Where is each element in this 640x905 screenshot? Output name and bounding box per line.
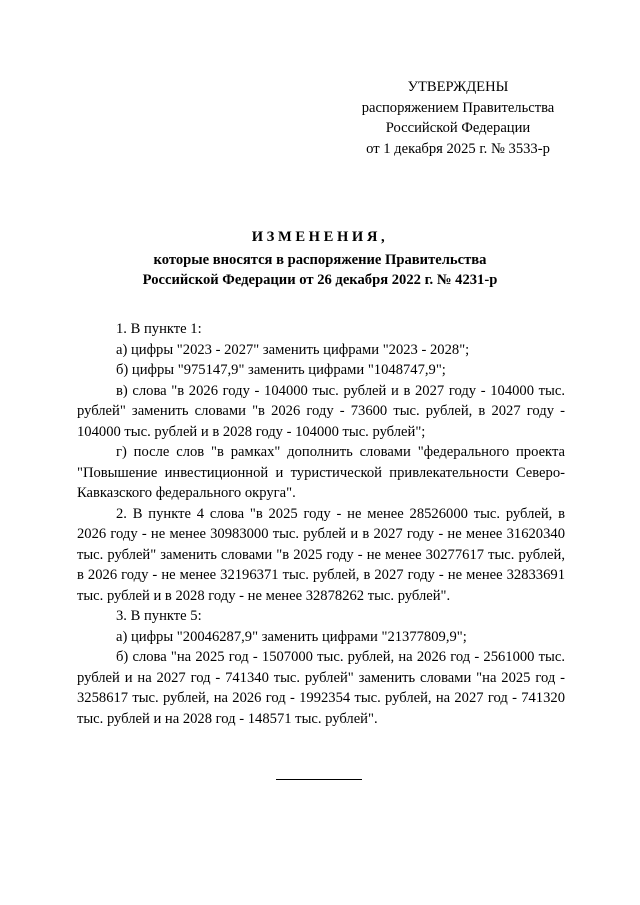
paragraph-item-1: 1. В пункте 1: xyxy=(116,321,202,337)
title-heading: ИЗМЕНЕНИЯ, xyxy=(251,229,389,245)
paragraph-item-1g: г) после слов "в рамках" дополнить словами "федерального проекта "Повышение инвестиционной и туристической привлекательности Северо-Кавказского федерального округа". xyxy=(77,444,565,501)
paragraph-item-3: 3. В пункте 5: xyxy=(116,608,202,624)
paragraph-item-3a: а) цифры "20046287,9" заменить цифрами "21377809,9"; xyxy=(116,628,467,645)
paragraph-item-1b: б) цифры "975147,9" заменить цифрами "1048747,9"; xyxy=(116,362,446,378)
end-divider xyxy=(276,779,362,780)
title-subtitle-line-1: которые вносятся в распоряжение Правительства xyxy=(153,251,487,268)
approval-heading: УТВЕРЖДЕНЫ xyxy=(407,79,509,95)
paragraph-item-3b: б) слова "на 2025 год - 1507000 тыс. рублей, на 2026 год - 2561000 тыс. рублей и на 2027 год - 741340 тыс. рублей" заменить словами "на 2025 год - 3258617 тыс. рублей, на 2026 год - 1992354 тыс. рублей, на 2027 год - 741320 тыс. рублей и на 2028 год - 148571 тыс. рублей". xyxy=(77,649,565,727)
document-body xyxy=(77,319,565,729)
approval-line-date: от 1 декабря 2025 г. № 3533-р xyxy=(366,140,550,157)
title-subtitle-line-2: Российской Федерации от 26 декабря 2022 г. № 4231-р xyxy=(142,272,498,288)
approval-block xyxy=(340,77,576,159)
approval-line-government: Российской Федерации xyxy=(385,120,531,136)
paragraph-item-2: 2. В пункте 4 слова "в 2025 году - не менее 28526000 тыс. рублей, в 2026 году - не менее 30983000 тыс. рублей и в 2027 году - не менее 31620340 тыс. рублей" заменить словами "в 2025 году - не менее 30277617 тыс. рублей, в 2026 году - не менее 32196371 тыс. рублей, в 2027 году - не менее 32833691 тыс. рублей и в 2028 году - не менее 32878262 тыс. рублей". xyxy=(77,505,565,604)
approval-line-decree: распоряжением Правительства xyxy=(361,99,555,116)
document-title xyxy=(60,227,580,291)
paragraph-item-1a: а) цифры "2023 - 2027" заменить цифрами "2023 - 2028"; xyxy=(116,341,470,358)
paragraph-item-1v: в) слова "в 2026 году - 104000 тыс. рублей и в 2027 году - 104000 тыс. рублей" заменить словами "в 2026 году - 73600 тыс. рублей, в 2027 году - 104000 тыс. рублей и в 2028 году - 104000 тыс. рублей"; xyxy=(77,382,565,440)
